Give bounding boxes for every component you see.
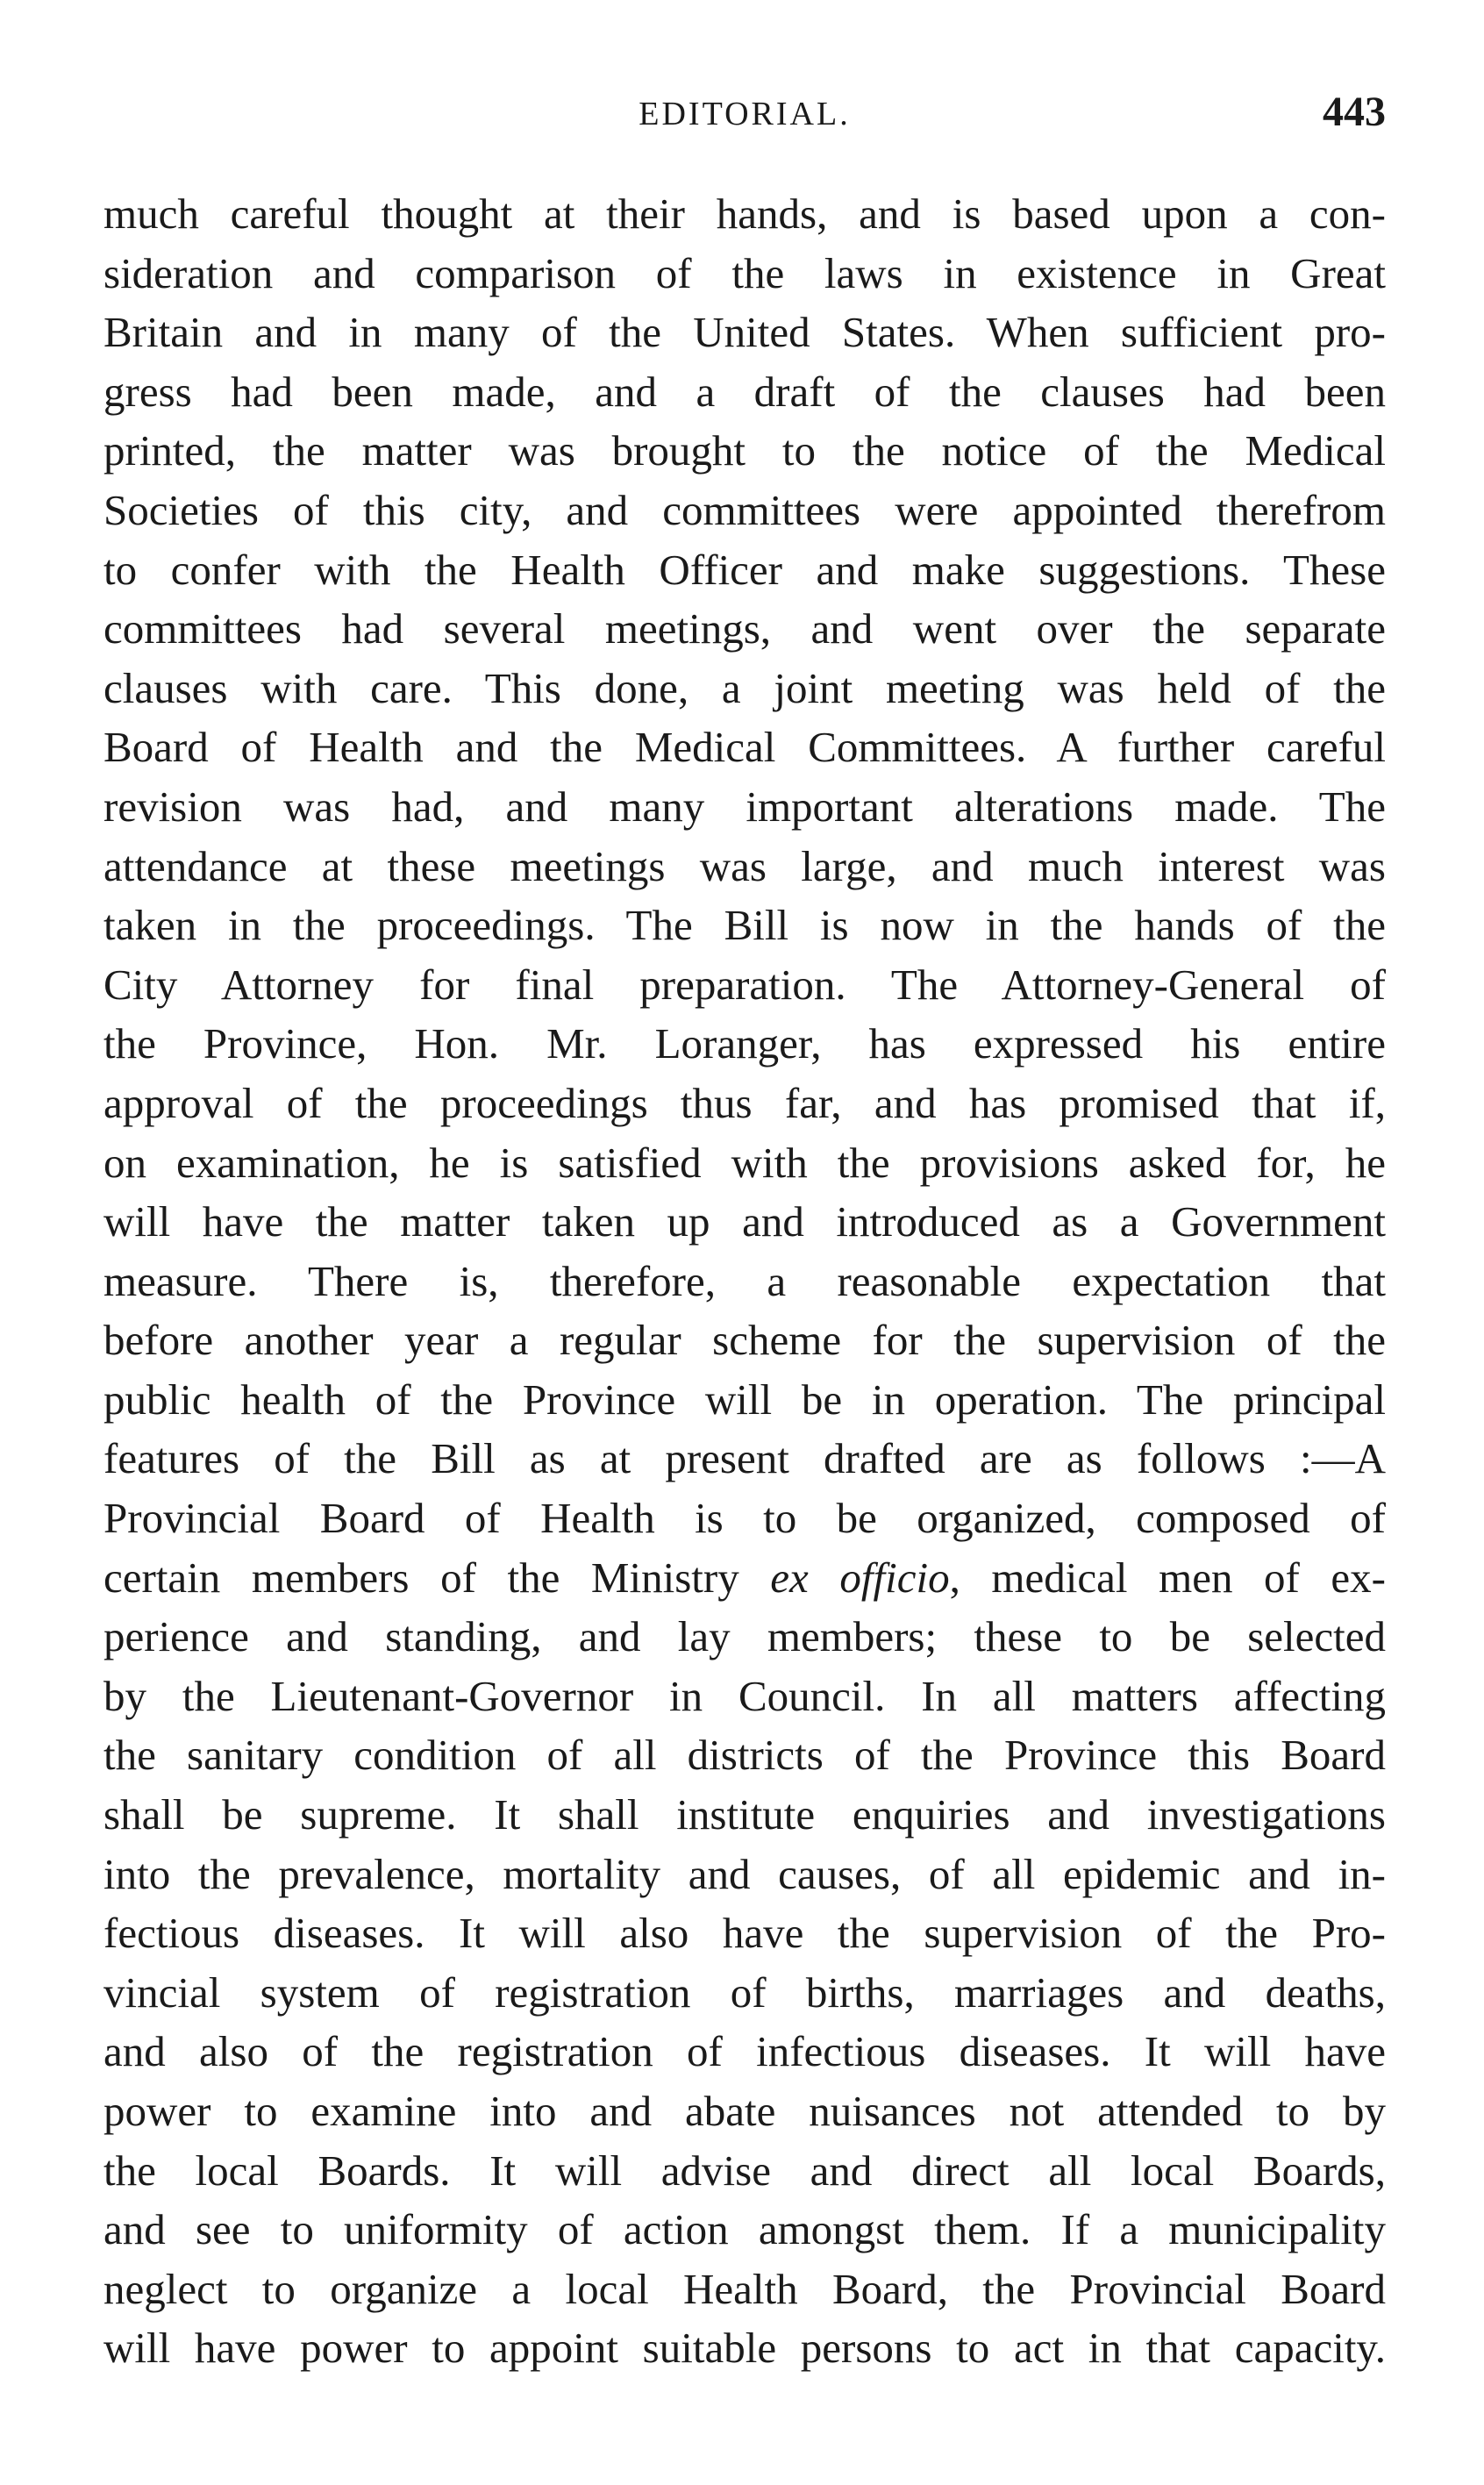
text-line: attendance at these meetings was large, and much interest was [103,841,1386,890]
text-line: sideration and comparison of the laws in existence in Great [103,248,1386,297]
text-line: perience and standing, and lay members; these to be selected [103,1612,1386,1661]
text-line: measure. There is, therefore, a reasonable expectation that [103,1256,1386,1305]
text-line: power to examine into and abate nuisances not attended to by [103,2087,1386,2135]
text-line: will have the matter taken up and introduced as a Government [103,1197,1386,1246]
text-line: committees had several meetings, and went over the separate [103,604,1386,653]
text-line: by the Lieutenant-Governor in Council. In all matters affecting [103,1671,1386,1720]
text-line: taken in the proceedings. The Bill is now in the hands of the [103,901,1386,950]
editorial-paragraph [103,184,1386,2378]
text-line: into the prevalence, mortality and causes, of all epidemic and in- [103,1849,1386,1898]
text-line: the Province, Hon. Mr. Loranger, has expressed his entire [103,1019,1386,1068]
text-line: features of the Bill as at present drafted are as follows :—A [103,1434,1386,1483]
running-title: EDITORIAL. [639,96,851,132]
text-line: Provincial Board of Health is to be organized, composed of [103,1494,1386,1543]
text-line: on examination, he is satisfied with the provisions asked for, he [103,1138,1386,1187]
text-line: gress had been made, and a draft of the clauses had been [103,367,1386,416]
text-line: neglect to organize a local Health Board, the Provincial Board [103,2264,1386,2313]
text-line: shall be supreme. It shall institute enquiries and investigations [103,1790,1386,1839]
text-line: vincial system of registration of births, marriages and deaths, [103,1967,1386,2017]
text-line: printed, the matter was brought to the notice of the Medical [103,426,1386,475]
text-line: Board of Health and the Medical Committees. A further careful [103,723,1386,772]
page-number: 443 [1323,89,1386,135]
text-line: approval of the proceedings thus far, and has promised that if, [103,1078,1386,1127]
text-line: the sanitary condition of all districts of the Province this Board [103,1731,1386,1780]
text-line: the local Boards. It will advise and direct all local Boards, [103,2146,1386,2195]
text-line: and see to uniformity of action amongst them. If a municipality [103,2205,1386,2254]
text-line: revision was had, and many important alterations made. The [103,782,1386,831]
text-line: and also of the registration of infectious diseases. It will have [103,2027,1386,2076]
text-line: much careful thought at their hands, and is based upon a con- [103,189,1386,238]
text-segment: , medical men of ex- [949,1553,1386,1602]
text-line: before another year a regular scheme for the supervision of the [103,1316,1386,1365]
text-line: clauses with care. This done, a joint meeting was held of the [103,663,1386,712]
running-head [103,88,1386,140]
text-segment: certain members of the Ministry [103,1553,771,1602]
text-line: to confer with the Health Officer and make suggestions. These [103,545,1386,594]
text-line: public health of the Province will be in operation. The principal [103,1375,1386,1424]
text-line: fectious diseases. It will also have the supervision of the Pro- [103,1909,1386,1958]
text-line: will have power to appoint suitable persons to act in that capacity. [103,2324,1386,2373]
text-line-with-latin [103,1548,1386,1608]
latin-phrase: ex officio [770,1553,950,1602]
text-line: City Attorney for final preparation. The Attorney-General of [103,960,1386,1009]
text-line: Societies of this city, and committees were appointed therefrom [103,485,1386,534]
text-line: Britain and in many of the United States. When sufficient pro- [103,308,1386,357]
